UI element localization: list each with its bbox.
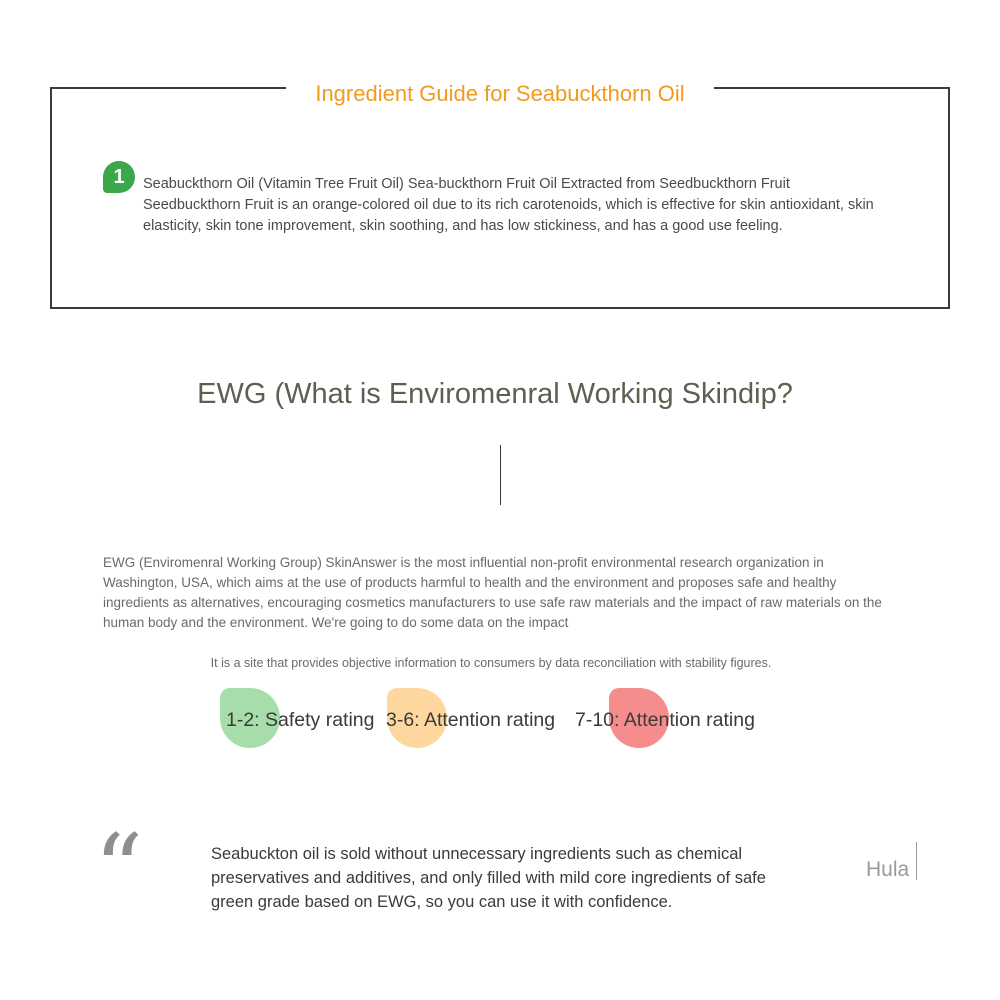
step-number-badge: 1 [103, 161, 135, 193]
quote-text: Seabuckton oil is sold without unnecessary ingredients such as chemical preservatives and additives, and only filled with mild core ingredients of safe green grade based on EWG, so you can use it with confidence. [211, 845, 766, 911]
ewg-heading: EWG (What is Enviromenral Working Skindip? [197, 378, 793, 410]
ingredient-description [143, 174, 903, 237]
quote-mark-icon: “ [94, 814, 144, 926]
brand-signature: Hula [866, 858, 910, 881]
ingredient-guide-title: Ingredient Guide for Seabuckthorn Oil [286, 79, 714, 109]
ingredient-name-line: Seabuckthorn Oil (Vitamin Tree Fruit Oil) Sea-buckthorn Fruit Oil Extracted from Seedbuckthorn Fruit [143, 176, 790, 192]
high-attention-rating-label: 7-10: Attention rating [575, 709, 755, 731]
ingredient-effect-line: Seedbuckthorn Fruit is an orange-colored oil due to its rich carotenoids, which is effective for skin antioxidant, skin elasticity, skin tone improvement, skin soothing, and has low stickiness, and has a good use feeling. [143, 197, 874, 234]
signature-line [916, 842, 917, 880]
safety-rating-label: 1-2: Safety rating [226, 709, 375, 731]
ewg-rating-legend [0, 686, 1000, 750]
ewg-note: It is a site that provides objective information to consumers by data reconciliation with stability figures. [210, 656, 772, 670]
ewg-description: EWG (Enviromenral Working Group) SkinAnswer is the most influential non-profit environmental research organization in Washington, USA, which aims at the use of products harmful to health and the environment and proposes safe and healthy ingredients as alternatives, encouraging cosmetics manufacturers to use safe raw materials and the impact of raw materials on the human body and the environment. We're going to do some data on the impact [103, 555, 882, 630]
attention-rating-label: 3-6: Attention rating [386, 709, 556, 731]
section-divider [500, 445, 501, 505]
